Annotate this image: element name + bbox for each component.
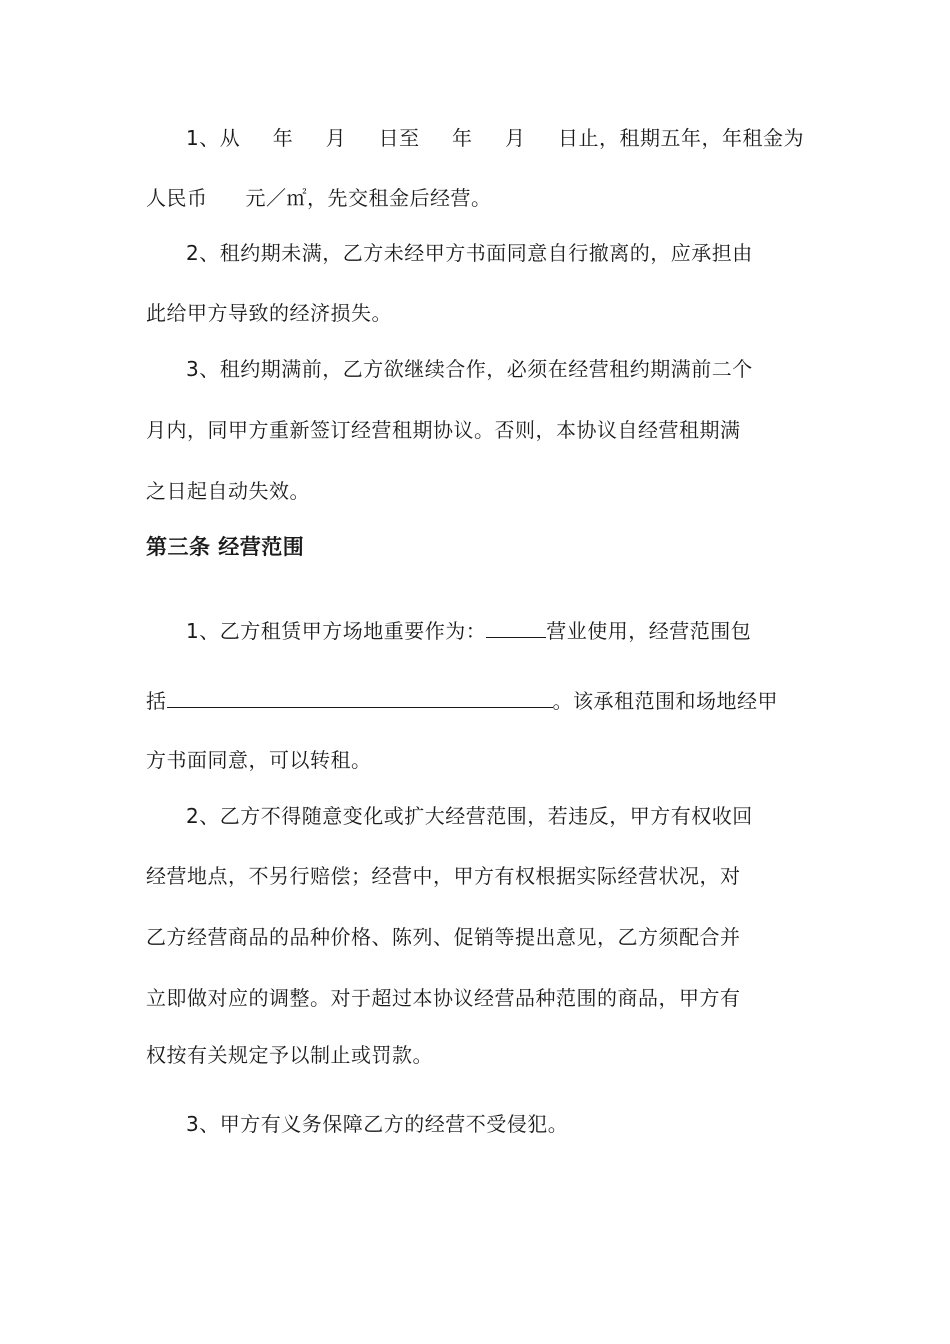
- renewal-line-2: 月内，同甲方重新签订经营租期协议。否则，本协议自经营租期满: [146, 418, 741, 442]
- article-3-title: 第三条 经营范围: [146, 535, 305, 559]
- year-end: 年: [452, 126, 473, 150]
- scope-purpose-label: 1、乙方租赁甲方场地重要作为：: [186, 619, 487, 643]
- scope-change-line-4: 立即做对应的调整。对于超过本协议经营品种范围的商品，甲方有: [146, 986, 741, 1010]
- currency-label: 人民币: [146, 186, 208, 210]
- protection-line-1: 3、甲方有义务保障乙方的经营不受侵犯。: [186, 1112, 569, 1136]
- renewal-line-3: 之日起自动失效。: [146, 479, 310, 503]
- scope-include-tail: 。该承租范围和场地经甲: [552, 689, 778, 713]
- early-exit-line-2: 此给甲方导致的经济损失。: [146, 301, 392, 325]
- scope-include-label: 括: [146, 689, 167, 713]
- scope-change-line-1: 2、乙方不得随意变化或扩大经营范围，若违反，甲方有权收回: [186, 804, 753, 828]
- scope-purpose-tail: 营业使用，经营范围包: [546, 619, 752, 643]
- month-start: 月: [325, 126, 347, 150]
- early-exit-line-1: 2、租约期未满，乙方未经甲方书面同意自行撤离的，应承担由: [186, 241, 753, 265]
- rent-term-line-2: [146, 184, 492, 212]
- day-start: 日至: [378, 126, 420, 150]
- month-end: 月: [505, 126, 526, 150]
- year-start: 年: [272, 126, 294, 150]
- scope-line-3: 方书面同意，可以转租。: [146, 748, 372, 772]
- scope-line-2: [146, 685, 778, 715]
- scope-blank: [167, 685, 553, 708]
- renewal-line-1: 3、租约期满前，乙方欲继续合作，必须在经营租约期满前二个: [186, 357, 753, 381]
- scope-change-line-5: 权按有关规定予以制止或罚款。: [146, 1043, 433, 1067]
- scope-line-1: [186, 615, 751, 645]
- purpose-blank: [486, 615, 546, 638]
- scope-change-line-2: 经营地点，不另行赔偿；经营中，甲方有权根据实际经营状况，对: [146, 864, 741, 888]
- item-number: 1、从: [186, 126, 241, 150]
- rent-term-line-1: [186, 124, 804, 152]
- scope-change-line-3: 乙方经营商品的品种价格、陈列、促销等提出意见，乙方须配合并: [146, 925, 741, 949]
- day-end-and-rent: 日止，租期五年，年租金为: [557, 126, 804, 150]
- unit-price-text: 元／㎡，先交租金后经营。: [245, 186, 492, 210]
